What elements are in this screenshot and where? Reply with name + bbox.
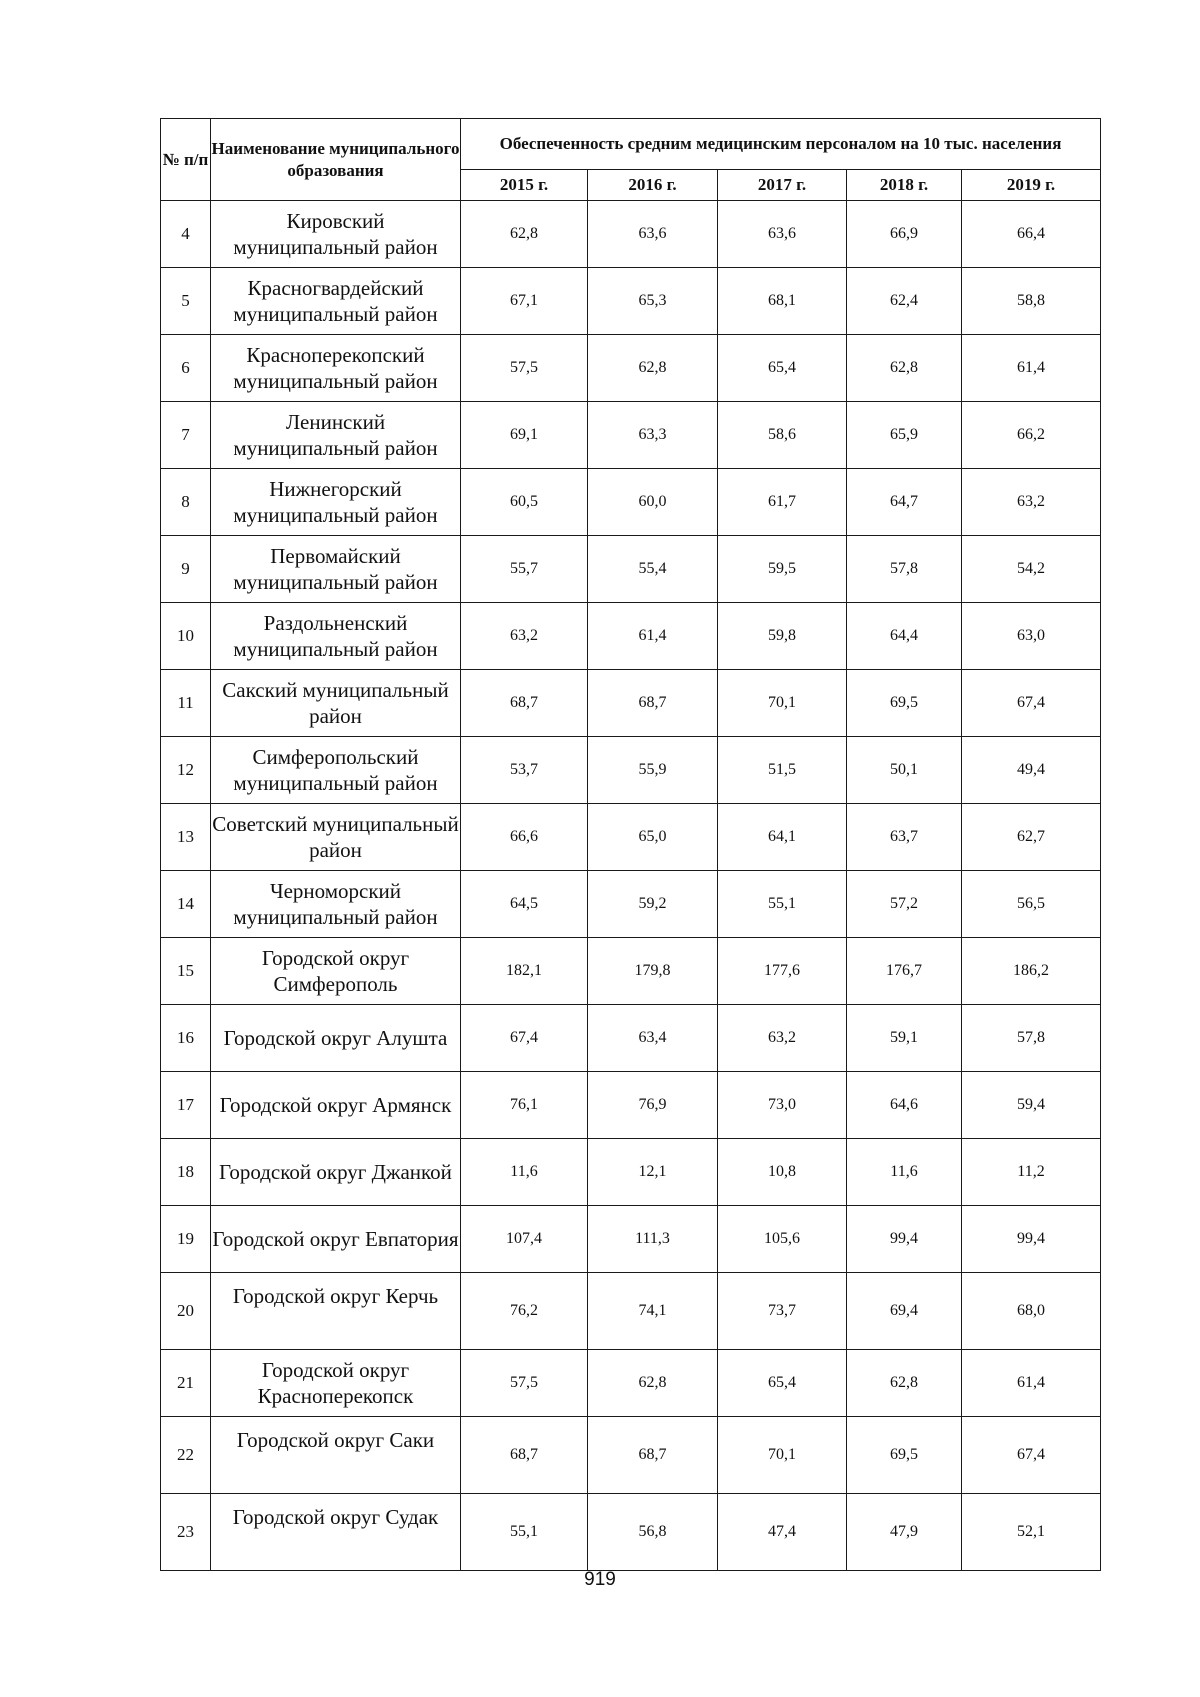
value-cell: 57,8 <box>962 1005 1101 1072</box>
value-cell: 63,2 <box>962 469 1101 536</box>
row-number: 17 <box>161 1072 211 1139</box>
value-cell: 56,5 <box>962 871 1101 938</box>
value-cell: 179,8 <box>588 938 718 1005</box>
value-cell: 62,7 <box>962 804 1101 871</box>
value-cell: 51,5 <box>718 737 847 804</box>
value-cell: 61,4 <box>588 603 718 670</box>
row-number: 6 <box>161 335 211 402</box>
table-row <box>161 603 1101 670</box>
value-cell: 69,4 <box>847 1273 962 1350</box>
row-number: 13 <box>161 804 211 871</box>
municipality-name: Советский муниципальный район <box>211 804 461 871</box>
header-name: Наименование муниципального образования <box>211 119 461 201</box>
value-cell: 68,7 <box>588 670 718 737</box>
municipality-name: Городской округ Красноперекопск <box>211 1350 461 1417</box>
municipality-name: Городской округ Джанкой <box>211 1139 461 1206</box>
value-cell: 55,1 <box>718 871 847 938</box>
value-cell: 68,0 <box>962 1273 1101 1350</box>
header-year: 2017 г. <box>718 170 847 201</box>
municipality-name: Городской округ Саки <box>211 1417 461 1494</box>
table-row <box>161 1005 1101 1072</box>
value-cell: 67,4 <box>962 670 1101 737</box>
value-cell: 64,5 <box>461 871 588 938</box>
municipality-name: Городской округ Армянск <box>211 1072 461 1139</box>
document-page <box>160 118 1100 1571</box>
value-cell: 63,6 <box>718 201 847 268</box>
value-cell: 186,2 <box>962 938 1101 1005</box>
header-year: 2016 г. <box>588 170 718 201</box>
value-cell: 10,8 <box>718 1139 847 1206</box>
value-cell: 55,4 <box>588 536 718 603</box>
value-cell: 111,3 <box>588 1206 718 1273</box>
header-year: 2018 г. <box>847 170 962 201</box>
row-number: 14 <box>161 871 211 938</box>
value-cell: 69,5 <box>847 1417 962 1494</box>
value-cell: 62,8 <box>461 201 588 268</box>
value-cell: 47,9 <box>847 1494 962 1571</box>
municipality-name: Раздольненский муниципальный район <box>211 603 461 670</box>
row-number: 21 <box>161 1350 211 1417</box>
value-cell: 66,4 <box>962 201 1101 268</box>
value-cell: 182,1 <box>461 938 588 1005</box>
value-cell: 63,2 <box>461 603 588 670</box>
value-cell: 62,8 <box>588 1350 718 1417</box>
value-cell: 59,4 <box>962 1072 1101 1139</box>
value-cell: 74,1 <box>588 1273 718 1350</box>
value-cell: 59,5 <box>718 536 847 603</box>
row-number: 22 <box>161 1417 211 1494</box>
municipality-name: Кировский муниципальный район <box>211 201 461 268</box>
row-number: 16 <box>161 1005 211 1072</box>
municipality-name: Городской округ Керчь <box>211 1273 461 1350</box>
value-cell: 68,7 <box>461 1417 588 1494</box>
value-cell: 66,2 <box>962 402 1101 469</box>
value-cell: 63,7 <box>847 804 962 871</box>
municipality-name: Красноперекопский муниципальный район <box>211 335 461 402</box>
table-row <box>161 871 1101 938</box>
value-cell: 99,4 <box>962 1206 1101 1273</box>
municipality-name: Ленинский муниципальный район <box>211 402 461 469</box>
municipality-name: Нижнегорский муниципальный район <box>211 469 461 536</box>
value-cell: 59,2 <box>588 871 718 938</box>
value-cell: 70,1 <box>718 670 847 737</box>
value-cell: 57,2 <box>847 871 962 938</box>
value-cell: 66,9 <box>847 201 962 268</box>
municipality-name: Городской округ Симферополь <box>211 938 461 1005</box>
value-cell: 58,8 <box>962 268 1101 335</box>
value-cell: 68,1 <box>718 268 847 335</box>
value-cell: 58,6 <box>718 402 847 469</box>
municipality-name: Городской округ Судак <box>211 1494 461 1571</box>
table-row <box>161 737 1101 804</box>
value-cell: 62,8 <box>588 335 718 402</box>
value-cell: 69,5 <box>847 670 962 737</box>
table-row <box>161 268 1101 335</box>
value-cell: 53,7 <box>461 737 588 804</box>
header-group: Обеспеченность средним медицинским персоналом на 10 тыс. населения <box>461 119 1101 170</box>
value-cell: 64,6 <box>847 1072 962 1139</box>
value-cell: 61,4 <box>962 1350 1101 1417</box>
table-row <box>161 1072 1101 1139</box>
table-row <box>161 670 1101 737</box>
value-cell: 62,8 <box>847 1350 962 1417</box>
row-number: 10 <box>161 603 211 670</box>
value-cell: 68,7 <box>461 670 588 737</box>
value-cell: 65,0 <box>588 804 718 871</box>
row-number: 19 <box>161 1206 211 1273</box>
value-cell: 65,4 <box>718 335 847 402</box>
value-cell: 65,9 <box>847 402 962 469</box>
header-year: 2019 г. <box>962 170 1101 201</box>
value-cell: 57,5 <box>461 335 588 402</box>
value-cell: 70,1 <box>718 1417 847 1494</box>
table-body <box>161 201 1101 1571</box>
value-cell: 60,0 <box>588 469 718 536</box>
table-row <box>161 1273 1101 1350</box>
table-header <box>161 119 1101 201</box>
value-cell: 66,6 <box>461 804 588 871</box>
table-row <box>161 536 1101 603</box>
value-cell: 65,4 <box>718 1350 847 1417</box>
value-cell: 62,8 <box>847 335 962 402</box>
value-cell: 67,4 <box>962 1417 1101 1494</box>
table-row <box>161 1350 1101 1417</box>
municipality-name: Красногвардейский муниципальный район <box>211 268 461 335</box>
table-row <box>161 469 1101 536</box>
row-number: 11 <box>161 670 211 737</box>
value-cell: 52,1 <box>962 1494 1101 1571</box>
value-cell: 11,2 <box>962 1139 1101 1206</box>
header-number: № п/п <box>161 119 211 201</box>
value-cell: 55,1 <box>461 1494 588 1571</box>
value-cell: 59,1 <box>847 1005 962 1072</box>
municipality-name: Симферопольский муниципальный район <box>211 737 461 804</box>
municipality-name: Сакский муниципальный район <box>211 670 461 737</box>
value-cell: 50,1 <box>847 737 962 804</box>
value-cell: 63,0 <box>962 603 1101 670</box>
value-cell: 67,4 <box>461 1005 588 1072</box>
value-cell: 67,1 <box>461 268 588 335</box>
value-cell: 76,1 <box>461 1072 588 1139</box>
value-cell: 76,2 <box>461 1273 588 1350</box>
value-cell: 49,4 <box>962 737 1101 804</box>
value-cell: 107,4 <box>461 1206 588 1273</box>
value-cell: 176,7 <box>847 938 962 1005</box>
value-cell: 76,9 <box>588 1072 718 1139</box>
row-number: 15 <box>161 938 211 1005</box>
table-row <box>161 1139 1101 1206</box>
value-cell: 61,7 <box>718 469 847 536</box>
row-number: 4 <box>161 201 211 268</box>
table-row <box>161 1206 1101 1273</box>
row-number: 9 <box>161 536 211 603</box>
value-cell: 60,5 <box>461 469 588 536</box>
value-cell: 11,6 <box>461 1139 588 1206</box>
value-cell: 12,1 <box>588 1139 718 1206</box>
value-cell: 65,3 <box>588 268 718 335</box>
value-cell: 11,6 <box>847 1139 962 1206</box>
row-number: 7 <box>161 402 211 469</box>
value-cell: 54,2 <box>962 536 1101 603</box>
value-cell: 64,7 <box>847 469 962 536</box>
value-cell: 68,7 <box>588 1417 718 1494</box>
value-cell: 105,6 <box>718 1206 847 1273</box>
value-cell: 99,4 <box>847 1206 962 1273</box>
row-number: 12 <box>161 737 211 804</box>
value-cell: 47,4 <box>718 1494 847 1571</box>
value-cell: 69,1 <box>461 402 588 469</box>
row-number: 5 <box>161 268 211 335</box>
value-cell: 63,3 <box>588 402 718 469</box>
value-cell: 63,2 <box>718 1005 847 1072</box>
value-cell: 63,6 <box>588 201 718 268</box>
table-row <box>161 804 1101 871</box>
value-cell: 62,4 <box>847 268 962 335</box>
value-cell: 177,6 <box>718 938 847 1005</box>
table-row <box>161 201 1101 268</box>
value-cell: 59,8 <box>718 603 847 670</box>
header-year: 2015 г. <box>461 170 588 201</box>
value-cell: 73,7 <box>718 1273 847 1350</box>
value-cell: 61,4 <box>962 335 1101 402</box>
value-cell: 57,5 <box>461 1350 588 1417</box>
value-cell: 64,1 <box>718 804 847 871</box>
table-row <box>161 1494 1101 1571</box>
value-cell: 73,0 <box>718 1072 847 1139</box>
municipality-name: Черноморский муниципальный район <box>211 871 461 938</box>
row-number: 23 <box>161 1494 211 1571</box>
row-number: 8 <box>161 469 211 536</box>
value-cell: 63,4 <box>588 1005 718 1072</box>
table-row <box>161 1417 1101 1494</box>
row-number: 20 <box>161 1273 211 1350</box>
municipality-name: Первомайский муниципальный район <box>211 536 461 603</box>
value-cell: 57,8 <box>847 536 962 603</box>
table-row <box>161 938 1101 1005</box>
table-row <box>161 402 1101 469</box>
municipality-name: Городской округ Евпатория <box>211 1206 461 1273</box>
staffing-table <box>160 118 1101 1571</box>
value-cell: 55,9 <box>588 737 718 804</box>
table-row <box>161 335 1101 402</box>
page-number: 919 <box>584 1569 616 1590</box>
value-cell: 55,7 <box>461 536 588 603</box>
municipality-name: Городской округ Алушта <box>211 1005 461 1072</box>
value-cell: 64,4 <box>847 603 962 670</box>
value-cell: 56,8 <box>588 1494 718 1571</box>
row-number: 18 <box>161 1139 211 1206</box>
